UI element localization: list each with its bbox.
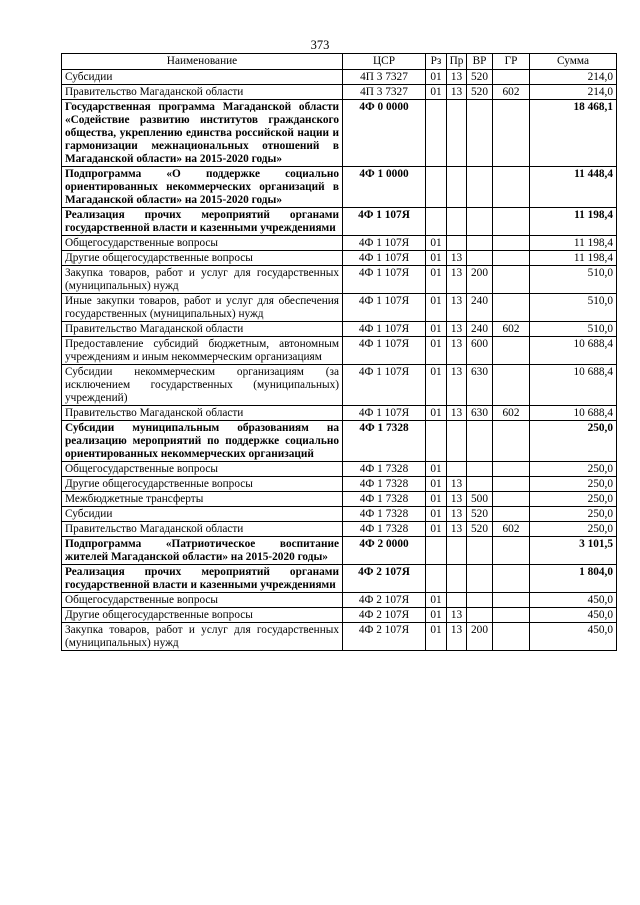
table-row (62, 266, 617, 294)
cell-name: Подпрограмма «Патриотическое воспитание жителей Магаданской области» на 2015-2020 годы» (62, 537, 343, 565)
cell-csr: 4Ф 1 107Я (343, 322, 426, 337)
table-row (62, 593, 617, 608)
cell-csr: 4Ф 1 7328 (343, 492, 426, 507)
cell-name: Предоставление субсидий бюджетным, автономным учреждениям и иным некоммерческим организациям (62, 337, 343, 365)
cell-sum: 250,0 (530, 492, 617, 507)
cell-gr: 602 (493, 85, 530, 100)
cell-sum: 510,0 (530, 294, 617, 322)
cell-name: Субсидии (62, 507, 343, 522)
cell-name: Государственная программа Магаданской области «Содействие развитию институтов гражданского общества, укреплению единства российской нации и гармонизации межнациональных отношений в Магаданской области» на 2015-2020 годы» (62, 100, 343, 167)
cell-rz: 01 (426, 266, 447, 294)
cell-csr: 4Ф 2 0000 (343, 537, 426, 565)
cell-csr: 4Ф 1 107Я (343, 406, 426, 421)
header-gr: ГР (493, 54, 530, 70)
table-row (62, 236, 617, 251)
cell-vr (467, 421, 493, 462)
cell-vr: 520 (467, 507, 493, 522)
cell-pr (447, 593, 467, 608)
cell-name: Другие общегосударственные вопросы (62, 608, 343, 623)
cell-vr: 630 (467, 365, 493, 406)
header-rz: Рз (426, 54, 447, 70)
cell-gr (493, 492, 530, 507)
cell-pr: 13 (447, 365, 467, 406)
cell-name: Правительство Магаданской области (62, 406, 343, 421)
table-row (62, 623, 617, 651)
cell-rz (426, 167, 447, 208)
cell-sum: 11 198,4 (530, 208, 617, 236)
page-number: 373 (310, 38, 330, 52)
header-pr: Пр (447, 54, 467, 70)
cell-sum: 10 688,4 (530, 337, 617, 365)
cell-gr (493, 208, 530, 236)
cell-vr (467, 236, 493, 251)
cell-csr: 4Ф 1 7328 (343, 462, 426, 477)
table-row (62, 421, 617, 462)
cell-rz: 01 (426, 522, 447, 537)
cell-vr (467, 593, 493, 608)
cell-sum: 11 198,4 (530, 236, 617, 251)
cell-csr: 4Ф 2 107Я (343, 565, 426, 593)
cell-sum: 450,0 (530, 593, 617, 608)
cell-csr: 4Ф 1 107Я (343, 266, 426, 294)
cell-sum: 10 688,4 (530, 406, 617, 421)
cell-name: Субсидии муниципальным образованиям на реализацию мероприятий по поддержке социально ориентированных некоммерческих организаций (62, 421, 343, 462)
cell-name: Правительство Магаданской области (62, 522, 343, 537)
cell-name: Общегосударственные вопросы (62, 462, 343, 477)
header-csr: ЦСР (343, 54, 426, 70)
cell-name: Другие общегосударственные вопросы (62, 251, 343, 266)
cell-rz: 01 (426, 337, 447, 365)
cell-csr: 4Ф 1 107Я (343, 236, 426, 251)
cell-rz: 01 (426, 492, 447, 507)
cell-gr (493, 477, 530, 492)
cell-sum: 214,0 (530, 85, 617, 100)
table-row (62, 365, 617, 406)
cell-rz: 01 (426, 406, 447, 421)
cell-rz (426, 208, 447, 236)
cell-gr (493, 507, 530, 522)
cell-sum: 250,0 (530, 522, 617, 537)
table-row (62, 208, 617, 236)
cell-rz: 01 (426, 507, 447, 522)
cell-csr: 4Ф 1 107Я (343, 208, 426, 236)
cell-csr: 4Ф 2 107Я (343, 593, 426, 608)
cell-gr (493, 608, 530, 623)
header-name: Наименование (62, 54, 343, 70)
cell-vr (467, 608, 493, 623)
cell-csr: 4Ф 0 0000 (343, 100, 426, 167)
cell-rz: 01 (426, 623, 447, 651)
table-header (62, 54, 617, 70)
cell-pr: 13 (447, 492, 467, 507)
cell-rz: 01 (426, 477, 447, 492)
cell-csr: 4Ф 1 7328 (343, 477, 426, 492)
cell-csr: 4Ф 1 107Я (343, 294, 426, 322)
cell-csr: 4Ф 1 7328 (343, 522, 426, 537)
cell-gr (493, 365, 530, 406)
table-row (62, 477, 617, 492)
cell-pr: 13 (447, 406, 467, 421)
cell-name: Правительство Магаданской области (62, 85, 343, 100)
cell-sum: 250,0 (530, 462, 617, 477)
cell-rz (426, 421, 447, 462)
cell-name: Общегосударственные вопросы (62, 593, 343, 608)
cell-sum: 1 804,0 (530, 565, 617, 593)
cell-pr: 13 (447, 266, 467, 294)
cell-pr (447, 100, 467, 167)
cell-rz: 01 (426, 365, 447, 406)
budget-table (61, 53, 617, 651)
cell-csr: 4Ф 1 107Я (343, 365, 426, 406)
cell-gr (493, 421, 530, 462)
cell-rz: 01 (426, 608, 447, 623)
cell-vr (467, 477, 493, 492)
table-row (62, 565, 617, 593)
cell-gr: 602 (493, 406, 530, 421)
cell-rz: 01 (426, 251, 447, 266)
table-row (62, 322, 617, 337)
cell-vr: 500 (467, 492, 493, 507)
cell-gr (493, 462, 530, 477)
cell-name: Другие общегосударственные вопросы (62, 477, 343, 492)
table-row (62, 522, 617, 537)
cell-sum: 510,0 (530, 322, 617, 337)
table-row (62, 337, 617, 365)
table-row (62, 70, 617, 85)
cell-name: Иные закупки товаров, работ и услуг для обеспечения государственных (муниципальных) нужд (62, 294, 343, 322)
cell-name: Правительство Магаданской области (62, 322, 343, 337)
table-row (62, 251, 617, 266)
header-vr: ВР (467, 54, 493, 70)
cell-vr: 630 (467, 406, 493, 421)
cell-pr: 13 (447, 623, 467, 651)
cell-vr (467, 537, 493, 565)
cell-gr (493, 100, 530, 167)
table-row (62, 100, 617, 167)
cell-rz: 01 (426, 294, 447, 322)
cell-pr (447, 537, 467, 565)
cell-rz (426, 100, 447, 167)
cell-gr (493, 251, 530, 266)
cell-pr: 13 (447, 294, 467, 322)
table-row (62, 507, 617, 522)
cell-name: Субсидии (62, 70, 343, 85)
cell-gr (493, 294, 530, 322)
table-row (62, 608, 617, 623)
cell-rz: 01 (426, 462, 447, 477)
cell-gr: 602 (493, 322, 530, 337)
cell-rz: 01 (426, 322, 447, 337)
cell-name: Реализация прочих мероприятий органами государственной власти и казенными учреждениями (62, 565, 343, 593)
table-row (62, 167, 617, 208)
table-row (62, 492, 617, 507)
cell-rz: 01 (426, 85, 447, 100)
cell-gr (493, 565, 530, 593)
cell-pr (447, 421, 467, 462)
cell-rz: 01 (426, 236, 447, 251)
cell-sum: 510,0 (530, 266, 617, 294)
cell-vr: 600 (467, 337, 493, 365)
cell-vr (467, 251, 493, 266)
cell-rz (426, 565, 447, 593)
table-row (62, 294, 617, 322)
cell-gr: 602 (493, 522, 530, 537)
cell-csr: 4Ф 1 7328 (343, 421, 426, 462)
cell-pr (447, 208, 467, 236)
cell-pr: 13 (447, 522, 467, 537)
cell-vr: 240 (467, 294, 493, 322)
cell-gr (493, 266, 530, 294)
cell-pr: 13 (447, 251, 467, 266)
cell-csr: 4Ф 1 107Я (343, 251, 426, 266)
cell-rz: 01 (426, 593, 447, 608)
cell-pr (447, 565, 467, 593)
cell-rz: 01 (426, 70, 447, 85)
cell-sum: 450,0 (530, 623, 617, 651)
cell-rz (426, 537, 447, 565)
cell-gr (493, 623, 530, 651)
table-row (62, 462, 617, 477)
table-row (62, 85, 617, 100)
cell-csr: 4Ф 2 107Я (343, 608, 426, 623)
cell-vr: 520 (467, 70, 493, 85)
cell-csr: 4П 3 7327 (343, 70, 426, 85)
cell-gr (493, 70, 530, 85)
cell-sum: 18 468,1 (530, 100, 617, 167)
cell-vr: 200 (467, 266, 493, 294)
cell-sum: 214,0 (530, 70, 617, 85)
cell-vr (467, 100, 493, 167)
cell-sum: 250,0 (530, 477, 617, 492)
cell-gr (493, 593, 530, 608)
cell-pr (447, 167, 467, 208)
cell-csr: 4Ф 1 0000 (343, 167, 426, 208)
cell-pr (447, 236, 467, 251)
cell-name: Закупка товаров, работ и услуг для государственных (муниципальных) нужд (62, 623, 343, 651)
cell-sum: 10 688,4 (530, 365, 617, 406)
cell-sum: 250,0 (530, 507, 617, 522)
cell-csr: 4Ф 1 107Я (343, 337, 426, 365)
cell-pr: 13 (447, 477, 467, 492)
cell-sum: 3 101,5 (530, 537, 617, 565)
cell-vr: 520 (467, 522, 493, 537)
cell-pr: 13 (447, 507, 467, 522)
cell-csr: 4Ф 1 7328 (343, 507, 426, 522)
cell-pr (447, 462, 467, 477)
cell-name: Реализация прочих мероприятий органами государственной власти и казенными учреждениями (62, 208, 343, 236)
cell-vr: 520 (467, 85, 493, 100)
cell-name: Межбюджетные трансферты (62, 492, 343, 507)
cell-vr (467, 208, 493, 236)
cell-gr (493, 236, 530, 251)
header-sum: Сумма (530, 54, 617, 70)
table-body (62, 70, 617, 651)
cell-gr (493, 167, 530, 208)
cell-vr (467, 462, 493, 477)
cell-sum: 11 198,4 (530, 251, 617, 266)
cell-pr: 13 (447, 608, 467, 623)
cell-pr: 13 (447, 85, 467, 100)
cell-csr: 4Ф 2 107Я (343, 623, 426, 651)
cell-name: Общегосударственные вопросы (62, 236, 343, 251)
cell-csr: 4П 3 7327 (343, 85, 426, 100)
cell-sum: 450,0 (530, 608, 617, 623)
cell-gr (493, 337, 530, 365)
cell-pr: 13 (447, 322, 467, 337)
cell-name: Закупка товаров, работ и услуг для государственных (муниципальных) нужд (62, 266, 343, 294)
cell-pr: 13 (447, 70, 467, 85)
cell-vr: 200 (467, 623, 493, 651)
cell-vr: 240 (467, 322, 493, 337)
cell-vr (467, 565, 493, 593)
table-row (62, 537, 617, 565)
cell-sum: 250,0 (530, 421, 617, 462)
cell-vr (467, 167, 493, 208)
cell-name: Подпрограмма «О поддержке социально ориентированных некоммерческих организаций в Магаданской области» на 2015-2020 годы» (62, 167, 343, 208)
cell-gr (493, 537, 530, 565)
cell-pr: 13 (447, 337, 467, 365)
cell-name: Субсидии некоммерческим организациям (за исключением государственных (муниципальных) учреждений) (62, 365, 343, 406)
cell-sum: 11 448,4 (530, 167, 617, 208)
table-row (62, 406, 617, 421)
